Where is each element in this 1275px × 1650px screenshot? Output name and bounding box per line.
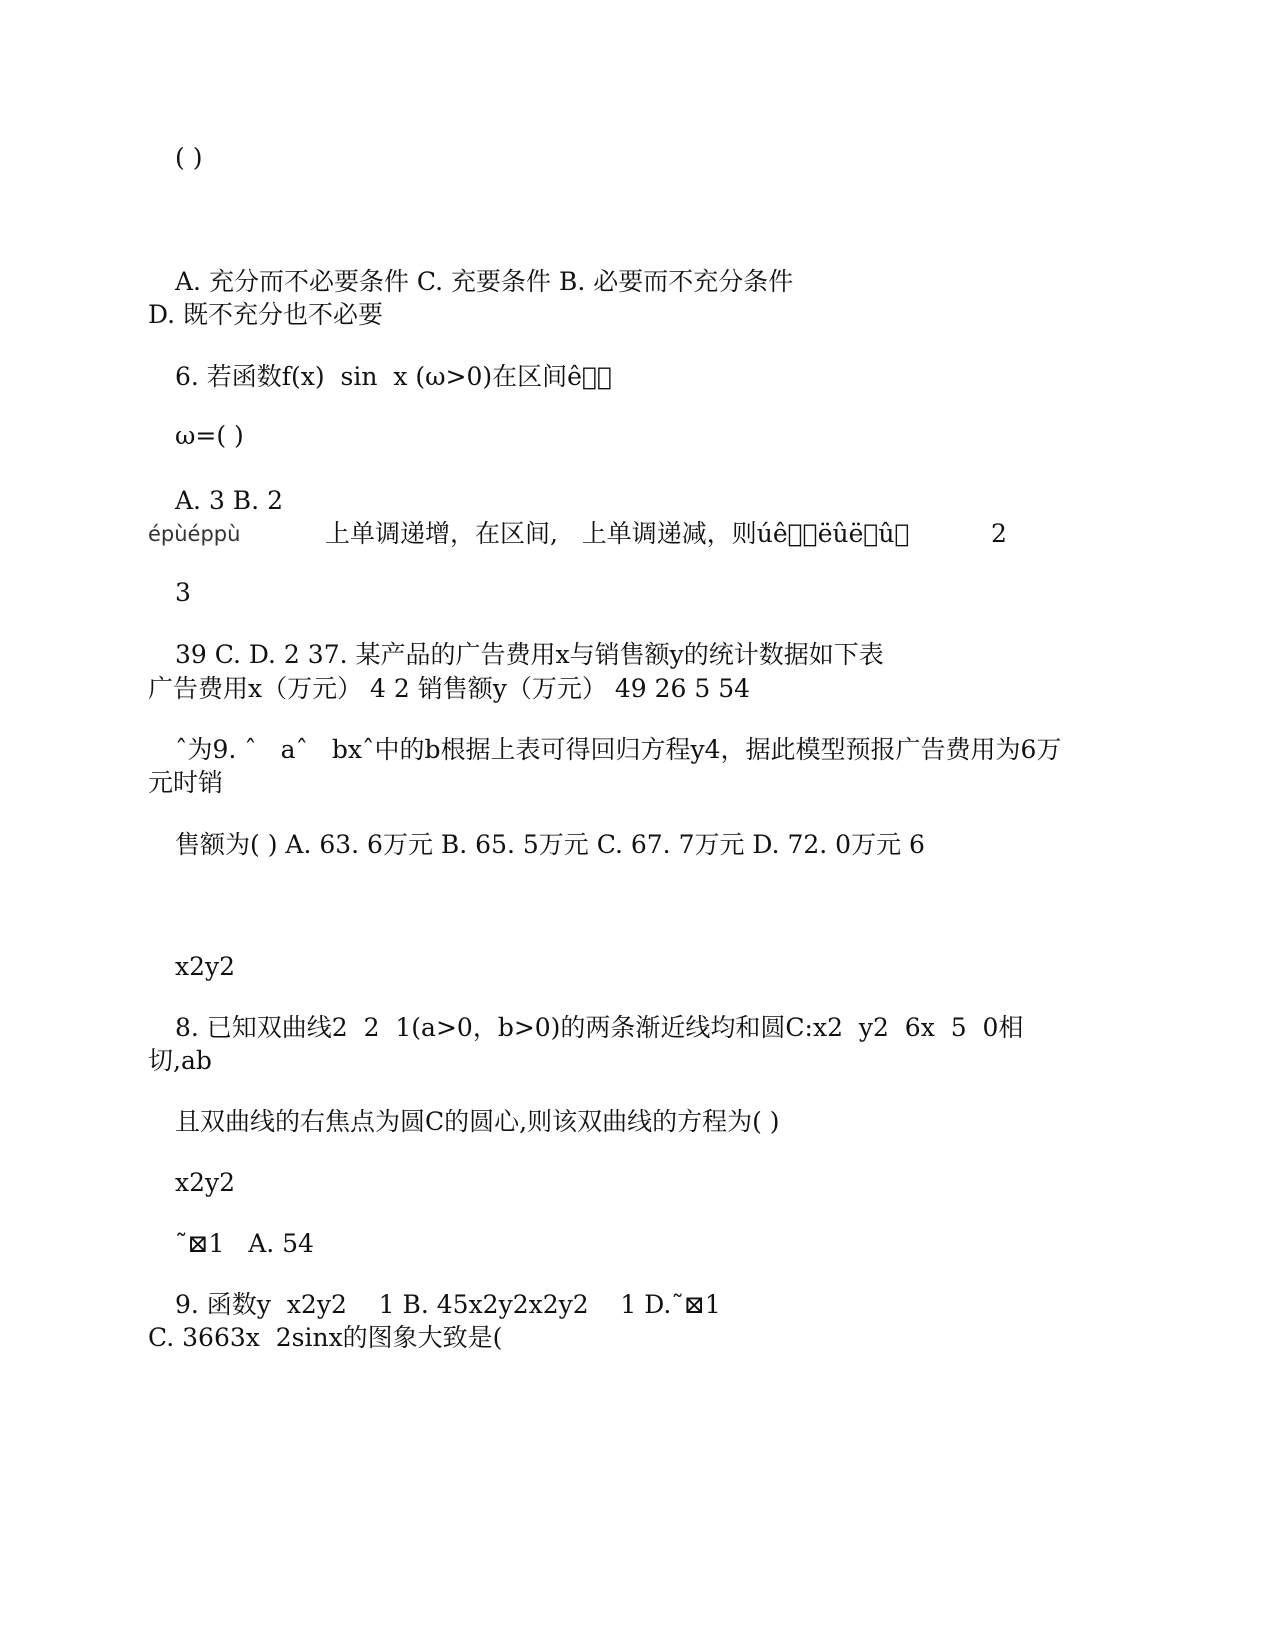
q8-condition: 且双曲线的右焦点为圆C的圆心,则该双曲线的方程为( ) bbox=[175, 1107, 780, 1136]
q6-options-a-b: A. 3 B. 2 bbox=[175, 486, 283, 515]
q8-formula-top: x2y2 bbox=[175, 952, 236, 981]
q6-fraction-2: 2 bbox=[991, 519, 1007, 548]
q7-regression: ˆ为9. ˆ aˆ bxˆ中的b根据上表可得回归方程y4，据此模型预报广告费用为6万 bbox=[175, 735, 1062, 764]
q7-table-data: 广告费用x（万元） 4 2 销售额y（万元） 49 26 5 54 bbox=[148, 674, 751, 703]
q6-fraction-3: 3 bbox=[175, 578, 191, 607]
q9-stem: 9. 函数y x2y2 1 B. 45x2y2x2y2 1 D.˜⊠1 bbox=[175, 1290, 721, 1319]
q8-stem-cont: 切,ab bbox=[148, 1046, 212, 1075]
q8-stem: 8. 已知双曲线2 2 1(a>0，b>0)的两条渐近线均和圆C:x2 y2 6x 5 0相 bbox=[175, 1013, 1024, 1042]
q6-omega: ω=( ) bbox=[175, 421, 244, 450]
q5-options-line2: D. 既不充分也不必要 bbox=[148, 300, 384, 329]
q6-garbled-text: épùéppù bbox=[148, 522, 241, 546]
q6-interval-text: 上单调递增，在区间, 上单调递减，则úê  ëûë û  bbox=[325, 519, 910, 548]
q7-stem: 39 C. D. 2 37. 某产品的广告费用x与销售额y的统计数据如下表 bbox=[175, 640, 884, 669]
q9-stem-cont: C. 3663x 2sinx的图象大致是( bbox=[148, 1323, 503, 1352]
q5-options-line1: A. 充分而不必要条件 C. 充要条件 B. 必要而不充分条件 bbox=[175, 267, 794, 296]
q7-options: 售额为( ) A. 63. 6万元 B. 65. 5万元 C. 67. 7万元 D. 72. 0万元 6 bbox=[175, 830, 925, 859]
q8-option-a: ˜⊠1 A. 54 bbox=[175, 1229, 314, 1258]
q7-regression-cont: 元时销 bbox=[148, 768, 224, 797]
q6-stem: 6. 若函数f(x) sin x (ω>0)在区间ê   bbox=[175, 362, 612, 391]
answer-blank: ( ) bbox=[175, 143, 203, 172]
q8-formula-2: x2y2 bbox=[175, 1168, 236, 1197]
